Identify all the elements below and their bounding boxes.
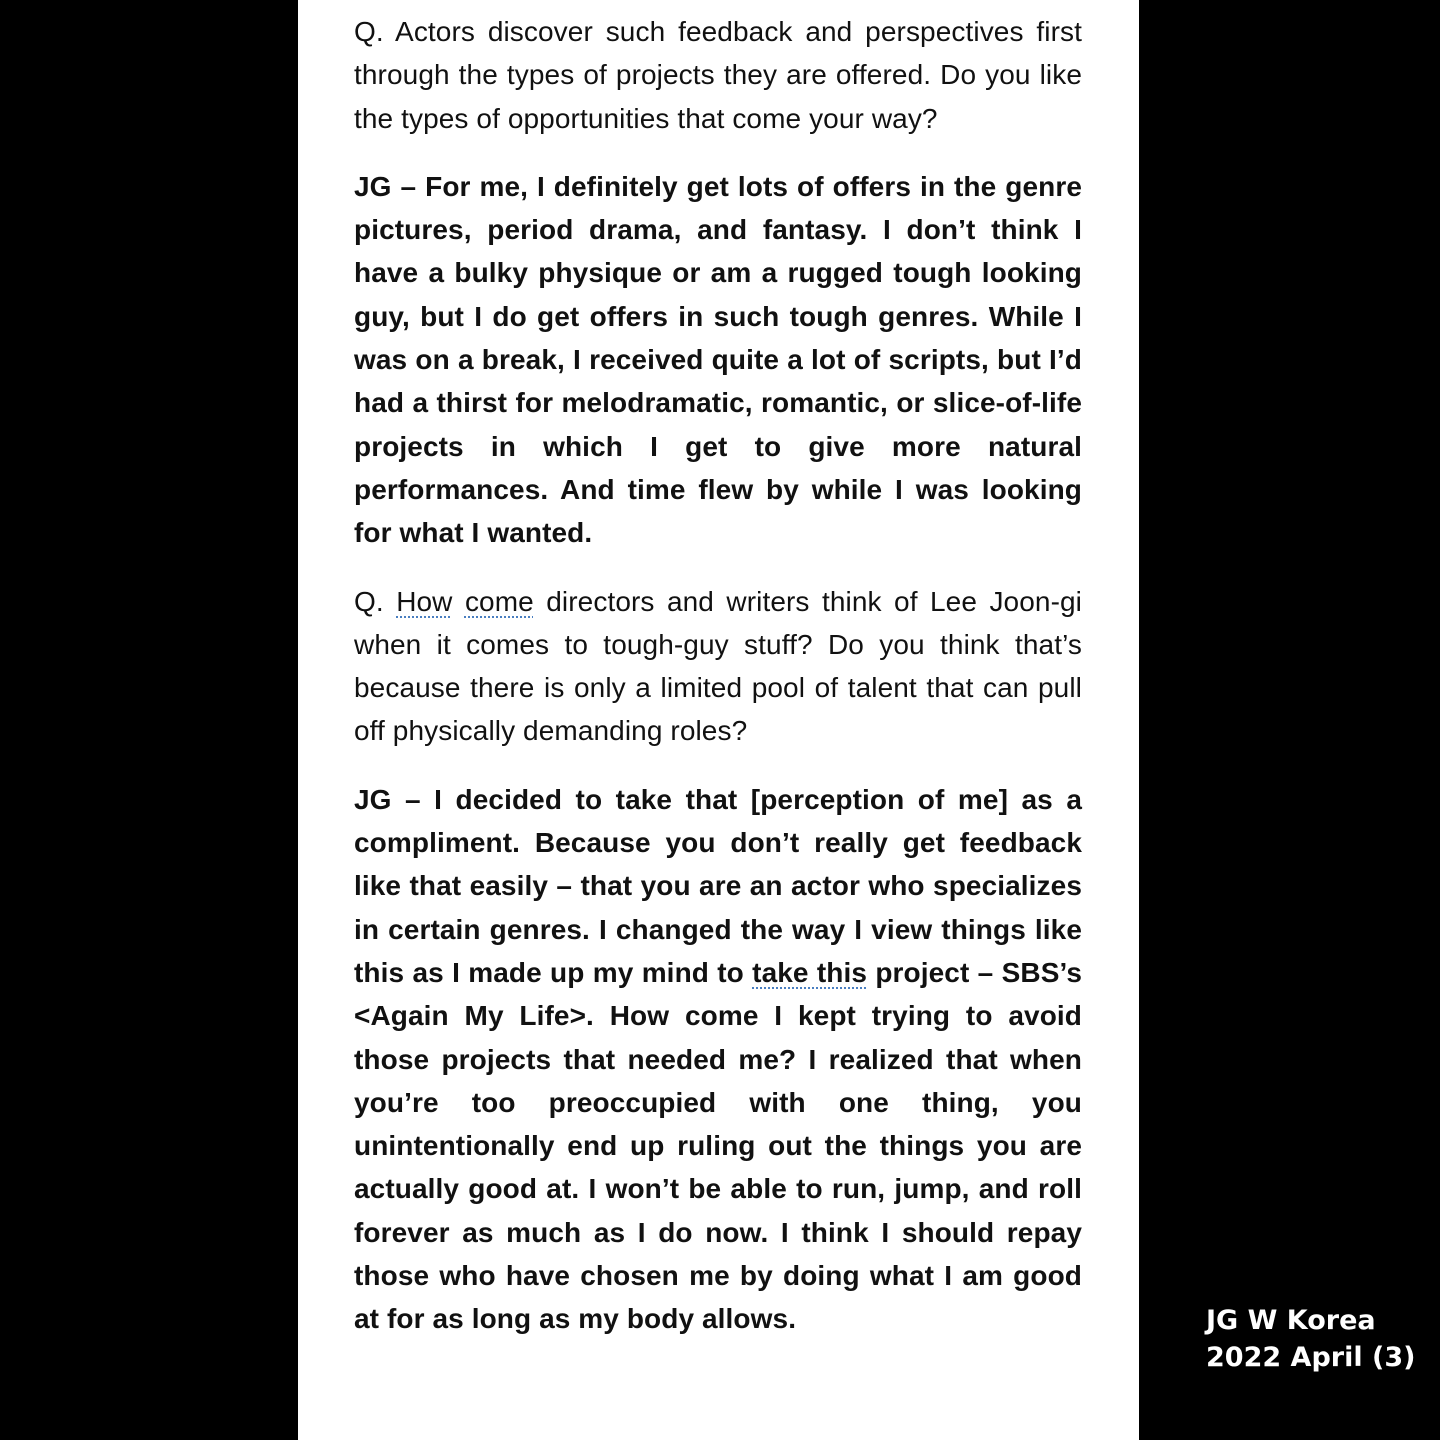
spellcheck-underlined-word: come: [464, 585, 534, 617]
document-body: [354, 10, 1082, 1366]
spellcheck-underlined-word: How: [396, 585, 453, 617]
answer-paragraph: [354, 165, 1082, 555]
caption-source: JG W Korea: [1206, 1305, 1376, 1336]
question-paragraph: [354, 10, 1082, 140]
source-caption: [1206, 1302, 1415, 1376]
question-text: [453, 586, 465, 617]
question-paragraph: [354, 580, 1082, 753]
spellcheck-underlined-phrase: take this: [752, 956, 868, 988]
caption-date: 2022 April (3): [1206, 1342, 1416, 1373]
question-text: Q. Actors discover such feedback and perspectives first through the types of projects they are offered. Do you like the types of opportunities that come your way?: [354, 16, 1082, 134]
question-text: directors and writers think of Lee Joon-gi when it comes to tough-guy stuff? Do you think that’s because there is only a limited pool of talent that can pull off physically demanding roles?: [354, 585, 1082, 747]
answer-text: JG – I decided to take that [perception of me] as a compliment. Because you don’t really get feedback like that easily – that you are an actor who specializes in certain genres. I changed the way I view things like this as I made up my mind to: [354, 783, 1082, 988]
document-page: [298, 0, 1139, 1440]
question-text: Q.: [354, 585, 397, 617]
answer-paragraph: [354, 778, 1082, 1341]
answer-text: project – SBS’s <Again My Life>. How come I kept trying to avoid those projects that needed me? I realized that when you’re too preoccupied with one thing, you unintentionally end up ruling out the things you are actually good at. I won’t be able to run, jump, and roll forever as much as I do now. I think I should repay those who have chosen me by doing what I am good at for as long as my body allows.: [354, 956, 1083, 1335]
answer-text: JG – For me, I definitely get lots of offers in the genre pictures, period drama, and fantasy. I don’t think I have a bulky physique or am a rugged tough looking guy, but I do get offers in such tough genres. While I was on a break, I received quite a lot of scripts, but I’d had a thirst for melodramatic, romantic, or slice-of-life projects in which I get to give more natural performances. And time flew by while I was looking for what I wanted.: [354, 170, 1082, 549]
